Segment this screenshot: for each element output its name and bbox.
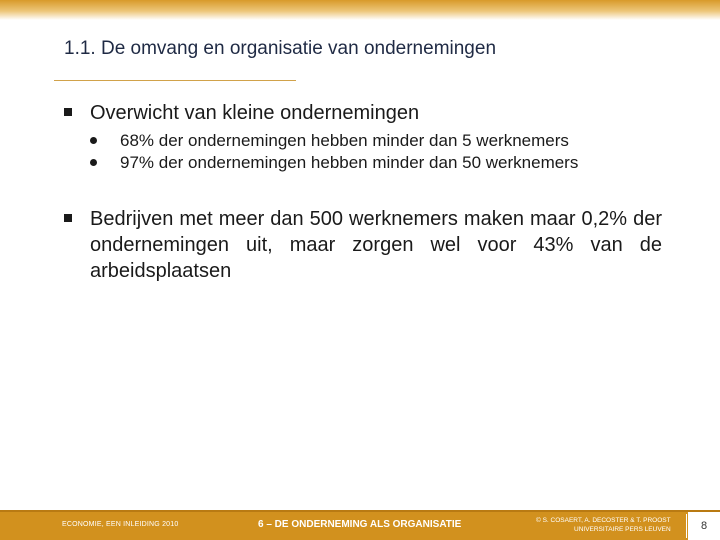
footer-course-name: ECONOMIE, EEN INLEIDING 2010 bbox=[62, 521, 179, 528]
square-bullet-icon bbox=[64, 108, 72, 116]
sub-bullet-text: 97% der ondernemingen hebben minder dan 50 werknemers bbox=[120, 153, 579, 172]
page-number: 8 bbox=[688, 512, 720, 540]
bullet-small-firms bbox=[62, 100, 662, 126]
slide-content bbox=[62, 100, 662, 284]
sub-bullet-list bbox=[90, 130, 662, 174]
round-bullet-icon bbox=[90, 159, 97, 166]
square-bullet-icon bbox=[64, 214, 72, 222]
bullet-text: Overwicht van kleine ondernemingen bbox=[90, 102, 420, 124]
bullet-text: Bedrijven met meer dan 500 werknemers maken maar 0,2% der ondernemingen uit, maar zorgen wel voor 43% van de arbeidsplaatsen bbox=[90, 208, 662, 282]
slide-title: 1.1. De omvang en organisatie van ondernemingen bbox=[64, 38, 497, 59]
footer-copyright-publisher: UNIVERSITAIRE PERS LEUVEN bbox=[574, 526, 671, 533]
sub-bullet-item bbox=[90, 130, 662, 152]
sub-bullet-text: 68% der ondernemingen hebben minder dan 5 werknemers bbox=[120, 131, 569, 150]
footer-copyright bbox=[536, 516, 686, 534]
footer-copyright-authors: © S. COSAERT, A. DECOSTER & T. PROOST bbox=[536, 517, 671, 524]
footer-separator bbox=[686, 514, 687, 538]
top-gradient-band bbox=[0, 0, 720, 20]
sub-bullet-item bbox=[90, 152, 662, 174]
footer-chapter-title: 6 – DE ONDERNEMING ALS ORGANISATIE bbox=[258, 519, 462, 530]
title-underline bbox=[54, 80, 296, 81]
round-bullet-icon bbox=[90, 137, 97, 144]
bullet-large-firms bbox=[62, 206, 662, 284]
